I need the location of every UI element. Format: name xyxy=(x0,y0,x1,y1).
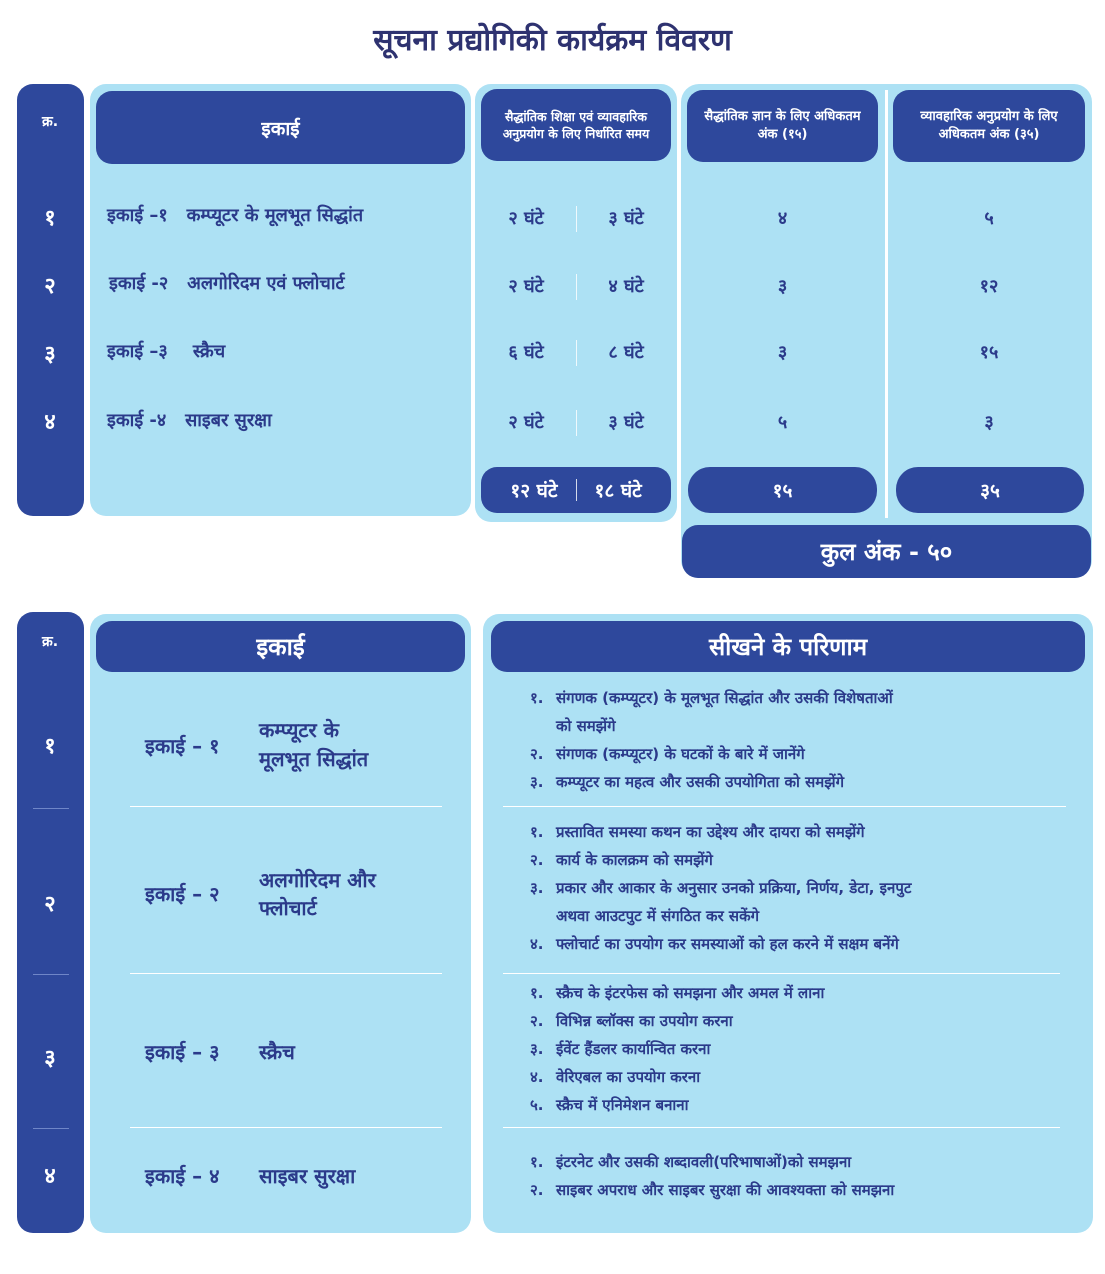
outcome-item: २. कार्य के कालक्रम को समझेंगे xyxy=(530,851,713,869)
t2-serial-1: १ xyxy=(44,734,56,759)
t2-outcomes-header: सीखने के परिणाम xyxy=(491,621,1085,672)
t1-time-practical-2: ४ घंटे xyxy=(608,276,644,297)
t2-unit-name-2b: फ्लोचार्ट xyxy=(259,896,317,920)
t2-serial-column xyxy=(17,612,84,1233)
t1-theory-header: सैद्धांतिक ज्ञान के लिए अधिकतम अंक (१५) xyxy=(687,90,878,162)
t1-unit-row-2: इकाई -२ अलगोरिदम एवं फ्लोचार्ट xyxy=(109,273,345,294)
t2-serial-header: क्र. xyxy=(41,634,59,650)
outcome-item: १. प्रस्तावित समस्या कथन का उद्देश्य और दायरा को समझेंगे xyxy=(530,823,865,841)
t1-time-total-practical: १८ घंटे xyxy=(594,480,642,502)
t2-outcomes-4 xyxy=(530,1148,1050,1204)
t1-unit-row-3: इकाई –३ स्क्रैच xyxy=(107,341,226,362)
t2-unit-name-1b: मूलभूत सिद्धांत xyxy=(259,747,369,771)
t1-time-practical-3: ८ घंटे xyxy=(608,342,644,363)
t1-unit-header: इकाई xyxy=(96,91,465,164)
t2-unit-header: इकाई xyxy=(96,621,465,672)
outcome-item: १. संगणक (कम्प्यूटर) के मूलभूत सिद्धांत और उसकी विशेषताओं xyxy=(530,689,893,707)
t2-unit-column xyxy=(90,614,471,1233)
outcome-item: १. स्क्रैच के इंटरफेस को समझना और अमल में लाना xyxy=(530,984,825,1002)
t1-practical-marks-2: १२ xyxy=(979,276,999,297)
t1-practical-marks-3: १५ xyxy=(979,342,999,363)
t2-serial-divider xyxy=(33,808,69,809)
outcome-item: अथवा आउटपुट में संगठित कर सकेंगे xyxy=(556,907,760,925)
t2-serial-divider xyxy=(33,974,69,975)
t2-unit-no-2: इकाई – २ xyxy=(145,882,220,906)
outcome-item: २. विभिन्न ब्लॉक्स का उपयोग करना xyxy=(530,1012,733,1030)
t1-theory-marks-2: ३ xyxy=(777,276,788,297)
t1-practical-marks-4: ३ xyxy=(984,412,994,433)
t1-serial-3: ३ xyxy=(44,342,56,367)
outcome-item: ४. वेरिएबल का उपयोग करना xyxy=(530,1068,701,1086)
outcome-item: ३. प्रकार और आकार के अनुसार उनको प्रक्रिया, निर्णय, डेटा, इनपुट xyxy=(530,879,912,897)
t2-unit-name-4: साइबर सुरक्षा xyxy=(259,1164,356,1188)
t2-serial-4: ४ xyxy=(44,1164,56,1189)
t1-time-theory-2: २ घंटे xyxy=(508,276,544,297)
t1-time-total-divider xyxy=(576,479,577,501)
outcome-item: ३. कम्प्यूटर का महत्व और उसकी उपयोगिता को समझेंगे xyxy=(530,773,845,791)
outcome-item: २. साइबर अपराध और साइबर सुरक्षा की आवश्यक्ता को समझना xyxy=(530,1181,895,1199)
t2-outcomes-divider xyxy=(503,973,1060,974)
t2-outcomes-divider xyxy=(503,1127,1060,1128)
t1-serial-1: १ xyxy=(44,206,56,231)
t2-serial-2: २ xyxy=(44,892,56,917)
t1-time-divider xyxy=(576,340,577,366)
t2-outcomes-3 xyxy=(530,979,1050,1119)
t1-theory-marks-3: ३ xyxy=(777,342,788,363)
t2-outcomes-divider xyxy=(503,806,1066,807)
outcome-item: ४. फ्लोचार्ट का उपयोग कर समस्याओं को हल करने में सक्षम बनेंगे xyxy=(530,935,899,953)
t1-practical-marks-1: ५ xyxy=(984,208,994,229)
t2-unit-no-3: इकाई – ३ xyxy=(145,1040,220,1064)
t1-serial-4: ४ xyxy=(44,410,56,435)
t2-serial-divider xyxy=(33,1128,69,1129)
t2-unit-divider xyxy=(130,1127,442,1128)
t1-time-divider xyxy=(576,274,577,300)
t2-outcomes-2 xyxy=(530,818,1050,958)
t1-theory-marks-4: ५ xyxy=(777,412,788,433)
t2-serial-3: ३ xyxy=(44,1046,56,1071)
t1-practical-header: व्यावहारिक अनुप्रयोग के लिए अधिकतम अंक (३५) xyxy=(893,90,1085,162)
t2-unit-name-1a: कम्प्यूटर के xyxy=(259,718,339,742)
t2-outcomes-1 xyxy=(530,684,1050,796)
outcome-item: ३. ईवेंट हैंडलर कार्यान्वित करना xyxy=(530,1040,711,1058)
t1-time-practical-1: ३ घंटे xyxy=(608,208,644,229)
t1-time-total-theory: १२ घंटे xyxy=(510,480,558,502)
t1-time-divider xyxy=(576,410,577,436)
t1-serial-column xyxy=(17,84,84,516)
t2-unit-name-3: स्क्रैच xyxy=(259,1040,295,1064)
outcome-item: ५. स्क्रैच में एनिमेशन बनाना xyxy=(530,1096,689,1114)
outcome-item: १. इंटरनेट और उसकी शब्दावली(परिभाषाओं)को समझना xyxy=(530,1153,852,1171)
t2-unit-no-4: इकाई – ४ xyxy=(145,1164,220,1188)
outcome-item: को समझेंगे xyxy=(556,717,616,735)
t1-time-theory-3: ६ घंटे xyxy=(508,342,544,363)
t1-serial-2: २ xyxy=(44,274,56,299)
t1-unit-row-1: इकाई –१ कम्प्यूटर के मूलभूत सिद्धांत xyxy=(107,205,364,226)
t2-unit-divider xyxy=(130,973,442,974)
t1-marks-divider xyxy=(885,90,888,518)
grand-total: कुल अंक - ५० xyxy=(682,525,1091,578)
t1-time-practical-4: ३ घंटे xyxy=(608,412,644,433)
t2-unit-no-1: इकाई – १ xyxy=(145,734,220,758)
t1-unit-row-4: इकाई -४ साइबर सुरक्षा xyxy=(107,410,272,431)
t1-serial-header: क्र. xyxy=(41,114,59,130)
t1-time-total xyxy=(481,467,671,513)
t1-theory-total: १५ xyxy=(688,467,877,513)
t2-unit-divider xyxy=(130,806,442,807)
t1-time-divider xyxy=(576,206,577,232)
t1-time-theory-1: २ घंटे xyxy=(508,208,544,229)
t1-time-theory-4: २ घंटे xyxy=(508,412,544,433)
t1-theory-marks-1: ४ xyxy=(777,208,788,229)
outcome-item: २. संगणक (कम्प्यूटर) के घटकों के बारे में जानेंगे xyxy=(530,745,805,763)
t2-unit-name-2a: अलगोरिदम और xyxy=(259,868,376,892)
t1-practical-total: ३५ xyxy=(896,467,1084,513)
page-title: सूचना प्रद्योगिकी कार्यक्रम विवरण xyxy=(373,23,732,58)
t1-time-header: सैद्धांतिक शिक्षा एवं व्यावहारिक अनुप्रयोग के लिए निर्धारित समय xyxy=(481,89,671,161)
